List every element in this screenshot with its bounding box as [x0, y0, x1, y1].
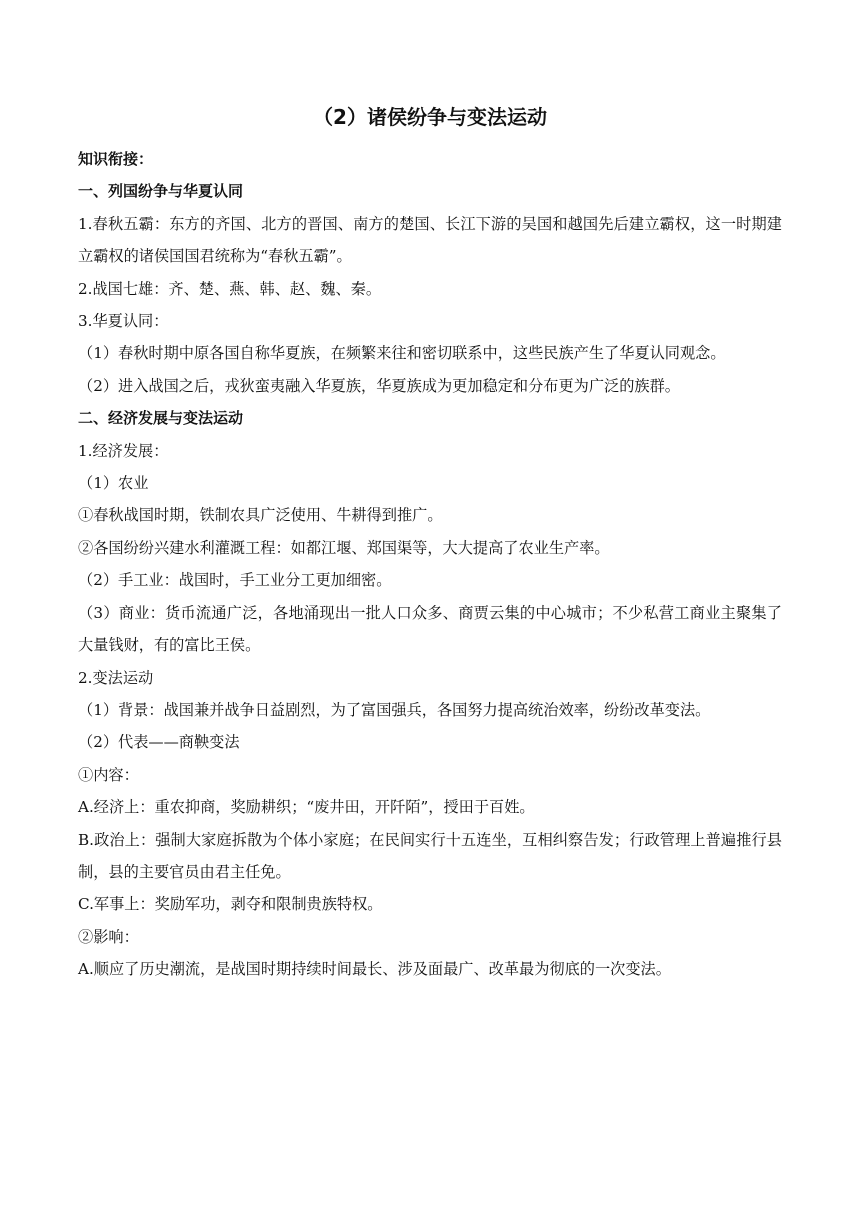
section-heading-knowledge: 知识衔接： [78, 150, 154, 168]
paragraph: （1）春秋时期中原各国自称华夏族，在频繁来往和密切联系中，这些民族产生了华夏认同观念。 [78, 344, 726, 363]
paragraph: （1）农业 [78, 474, 149, 493]
paragraph: A.经济上：重农抑商，奖励耕织；“废井田，开阡陌”，授田于百姓。 [78, 798, 535, 817]
paragraph: B.政治上：强制大家庭拆散为个体小家庭；在民间实行十五连坐，互相纠察告发；行政管理上普遍推行县制，县的主要官员由君主任免。 [78, 830, 782, 881]
paragraph: ①内容： [78, 765, 139, 784]
paragraph: （1）背景：战国兼并战争日益剧烈，为了富国强兵，各国努力提高统治效率，纷纷改革变法。 [78, 700, 711, 719]
paragraph: 3.华夏认同： [78, 312, 169, 331]
paragraph: （2）进入战国之后，戎狄蛮夷融入华夏族，华夏族成为更加稳定和分布更为广泛的族群。 [78, 376, 680, 395]
page-title: （2）诸侯纷争与变法运动 [313, 105, 547, 129]
paragraph: ②各国纷纷兴建水利灌溉工程：如都江堰、郑国渠等，大大提高了农业生产率。 [78, 538, 610, 557]
paragraph: A.顺应了历史潮流，是战国时期持续时间最长、涉及面最广、改革最为彻底的一次变法。 [78, 960, 671, 979]
paragraph: 2.战国七雄：齐、楚、燕、韩、赵、魏、秦。 [78, 279, 382, 298]
section-heading-1: 一、列国纷争与华夏认同 [78, 182, 244, 201]
paragraph: 1.春秋五霸：东方的齐国、北方的晋国、南方的楚国、长江下游的吴国和越国先后建立霸权，这一时期建立霸权的诸侯国国君统称为“春秋五霸”。 [78, 214, 782, 266]
paragraph: ②影响： [78, 927, 139, 946]
paragraph: （2）手工业：战国时，手工业分工更加细密。 [78, 571, 392, 590]
paragraph: C.军事上：奖励军功，剥夺和限制贵族特权。 [78, 895, 383, 914]
section-heading-2: 二、经济发展与变法运动 [78, 409, 244, 428]
paragraph: ①春秋战国时期，铁制农具广泛使用、牛耕得到推广。 [78, 506, 443, 525]
paragraph: 2.变法运动 [78, 668, 154, 687]
paragraph: 1.经济发展： [78, 441, 169, 460]
document-body [78, 143, 782, 986]
paragraph: （3）商业：货币流通广泛，各地涌现出一批人口众多、商贾云集的中心城市；不少私营工商业主聚集了大量钱财，有的富比王侯。 [78, 603, 782, 655]
paragraph: （2）代表——商鞅变法 [78, 733, 240, 752]
